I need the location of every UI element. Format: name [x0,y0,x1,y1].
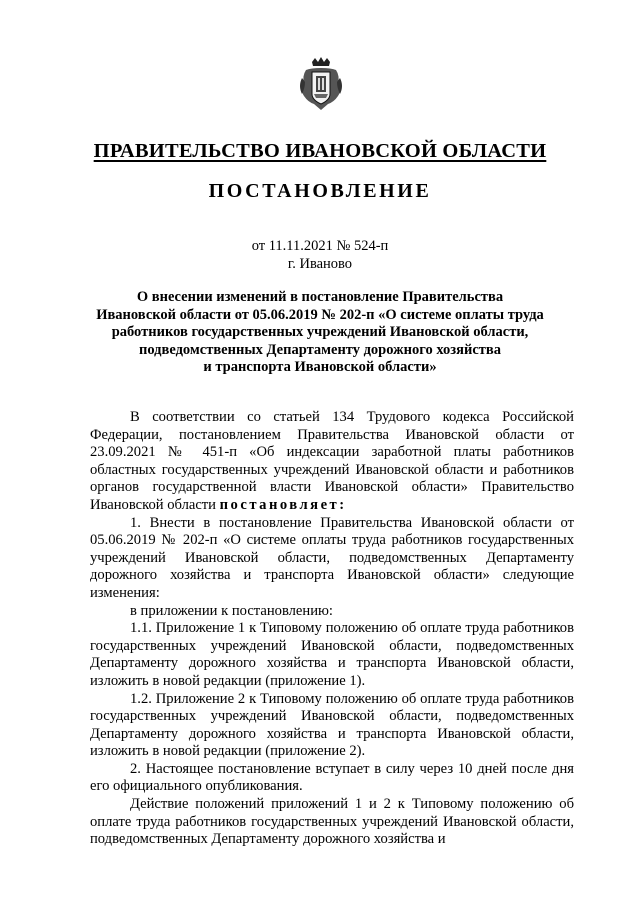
coat-of-arms-icon [298,56,344,112]
decree-word: постановляет: [219,496,347,513]
document-body [90,409,574,849]
date-number: от 11.11.2021 № 524-п [251,238,389,254]
heading-line: подведомственных Департаменту дорожного хозяйства [139,341,501,358]
document-type: ПОСТАНОВЛЕНИЕ [208,180,432,202]
item-1-sub-paragraph: в приложении к постановлению: [130,602,333,619]
effect-paragraph: Действие положений приложений 1 и 2 к Типовому положению об оплате труда работников государственных учреждений Ивановской области, подведомственных Департаменту дорожного хозяйства и [90,796,574,848]
item-2-paragraph: 2. Настоящее постановление вступает в силу через 10 дней после дня его официального опубликования. [90,760,574,795]
date-number-block [0,237,640,273]
preamble-text: В соответствии со статьей 134 Трудового кодекса Российской Федерации, постановлением Правительства Ивановской области от 23.09.2021 № 451-п «Об индексации заработной платы работников областных государственных учреждений Ивановской области и работников органов государственной власти Ивановской области» Правительство Ивановской области [90,409,574,513]
heading-line: и транспорта Ивановской области» [203,359,437,375]
heading-line: Ивановской области от 05.06.2019 № 202-п «О системе оплаты труда [96,306,544,323]
heading-line: О внесении изменений в постановление Правительства [136,289,504,305]
item-1-2-paragraph: 1.2. Приложение 2 к Типовому положению об оплате труда работников государственных учреждений Ивановской области, подведомственных Департаменту дорожного хозяйства и транспорта Ивановской области, изложить в новой редакции (приложение 2). [90,690,574,760]
city: г. Иваново [287,256,353,272]
government-title: ПРАВИТЕЛЬСТВО ИВАНОВСКОЙ ОБЛАСТИ [93,140,547,162]
preamble-paragraph [90,409,574,515]
item-1-paragraph: 1. Внести в постановление Правительства Ивановской области от 05.06.2019 № 202-п «О системе оплаты труда работников государственных учреждений Ивановской области, подведомственных Департаменту дорожного хозяйства и транспорта Ивановской области» следующие изменения: [90,514,574,601]
item-1-1-paragraph: 1.1. Приложение 1 к Типовому положению об оплате труда работников государственных учреждений Ивановской области, подведомственных Департаменту дорожного хозяйства и транспорта Ивановской области, изложить в новой редакции (приложение 1). [90,620,574,689]
heading-line: работников государственных учреждений Ивановской области, [111,324,529,340]
document-heading [90,289,550,377]
